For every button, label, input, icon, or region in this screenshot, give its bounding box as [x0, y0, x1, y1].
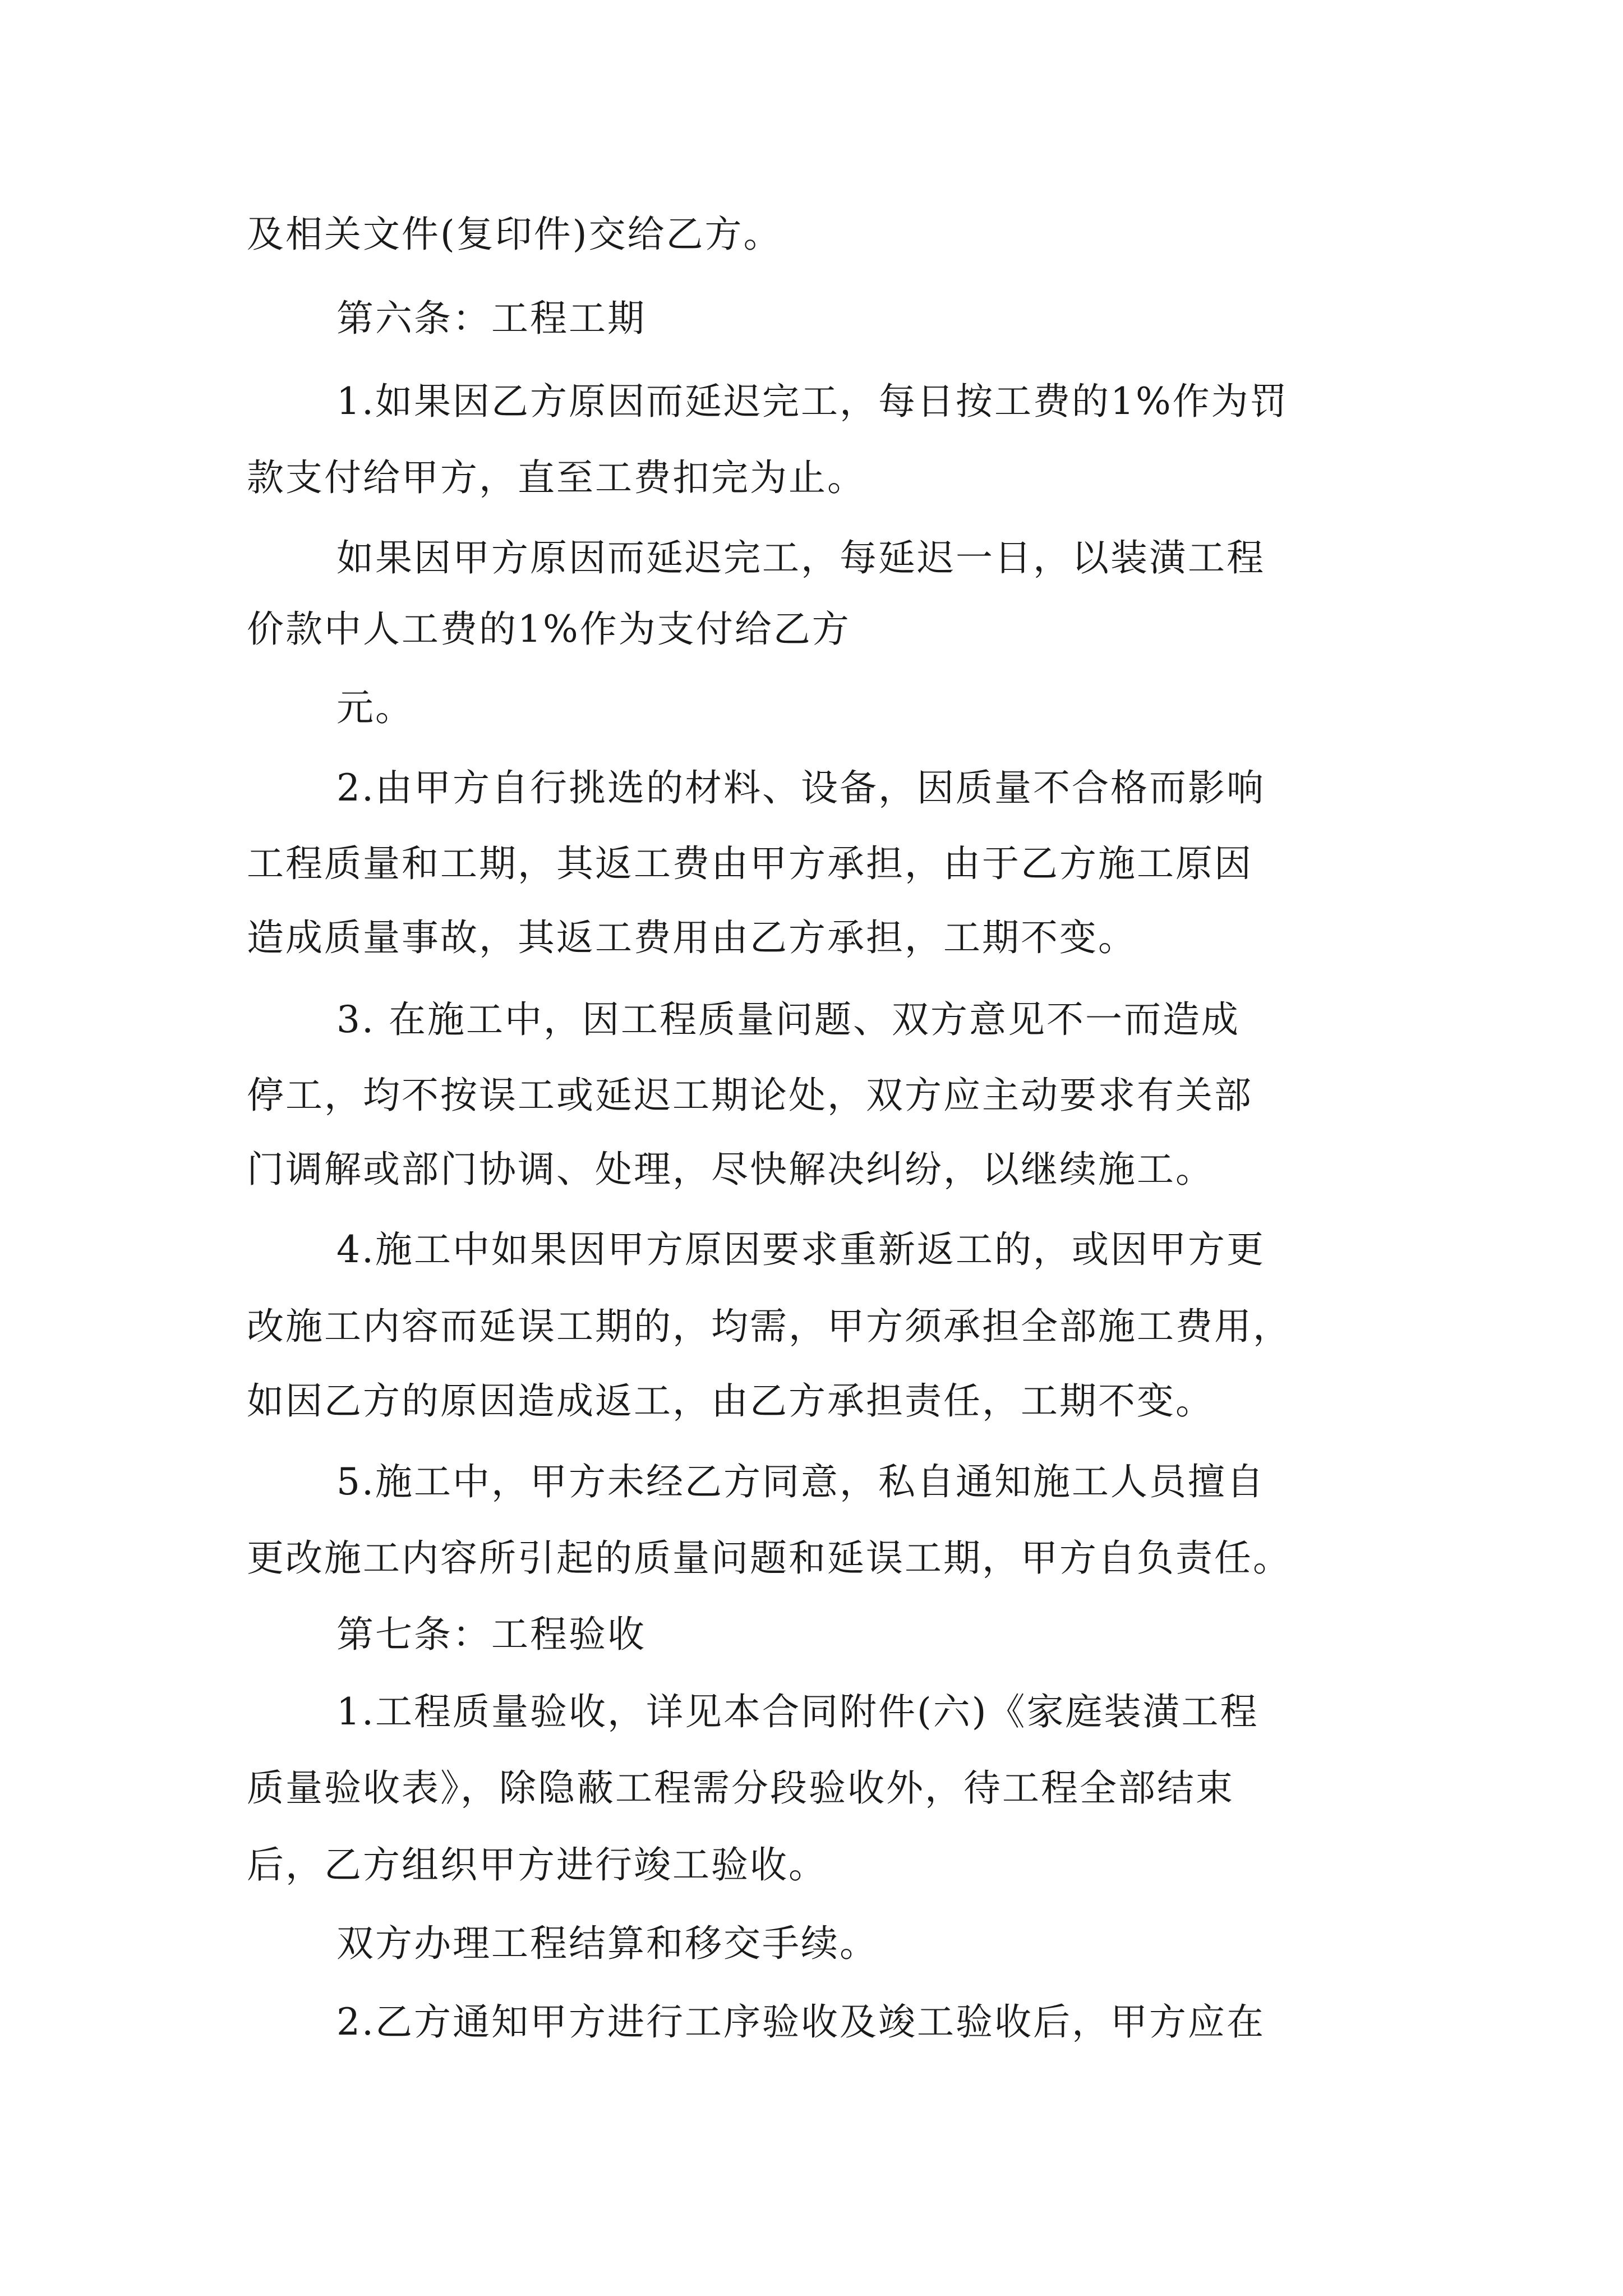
paragraph-line: 改施工内容而延误工期的，均需，甲方须承担全部施工费用， [247, 1305, 1292, 1348]
paragraph-line: 3. 在施工中，因工程质量问题、双方意见不一而造成 [336, 998, 1240, 1041]
paragraph-line: 质量验收表》，除隐蔽工程需分段验收外，待工程全部结束 [247, 1766, 1234, 1810]
paragraph-line: 1.工程质量验收，详见本合同附件(六)《家庭装潢工程 [336, 1690, 1259, 1733]
paragraph-line: 1.如果因乙方原因而延迟完工，每日按工费的1%作为罚 [336, 380, 1289, 423]
paragraph-line: 元。 [336, 686, 414, 729]
paragraph-line: 款支付给甲方，直至工费扣完为止。 [247, 456, 866, 499]
paragraph-line: 门调解或部门协调、处理，尽快解决纠纷，以继续施工。 [247, 1148, 1214, 1191]
paragraph-line: 2.由甲方自行挑选的材料、设备，因质量不合格而影响 [336, 766, 1265, 809]
paragraph-line: 后，乙方组织甲方进行竣工验收。 [247, 1843, 827, 1887]
paragraph-line: 价款中人工费的1%作为支付给乙方 [247, 608, 851, 651]
paragraph-line: 2.乙方通知甲方进行工序验收及竣工验收后，甲方应在 [336, 2000, 1265, 2044]
section-heading: 第六条：工程工期 [336, 297, 646, 340]
paragraph-line: 双方办理工程结算和移交手续。 [336, 1922, 878, 1965]
paragraph-line: 更改施工内容所引起的质量问题和延误工期，甲方自负责任。 [247, 1536, 1292, 1580]
paragraph-line: 停工，均不按误工或延迟工期论处，双方应主动要求有关部 [247, 1074, 1253, 1117]
paragraph-line: 4.施工中如果因甲方原因要求重新返工的，或因甲方更 [336, 1228, 1265, 1271]
paragraph-line: 及相关文件(复印件)交给乙方。 [247, 213, 782, 256]
section-heading: 第七条：工程验收 [336, 1613, 646, 1656]
paragraph-line: 5.施工中，甲方未经乙方同意，私自通知施工人员擅自 [336, 1460, 1265, 1503]
paragraph-line: 造成质量事故，其返工费用由乙方承担，工期不变。 [247, 916, 1137, 959]
paragraph-line: 如果因甲方原因而延迟完工，每延迟一日，以装潢工程 [336, 536, 1265, 579]
paragraph-line: 如因乙方的原因造成返工，由乙方承担责任，工期不变。 [247, 1379, 1214, 1423]
paragraph-line: 工程质量和工期，其返工费由甲方承担，由于乙方施工原因 [247, 842, 1253, 885]
